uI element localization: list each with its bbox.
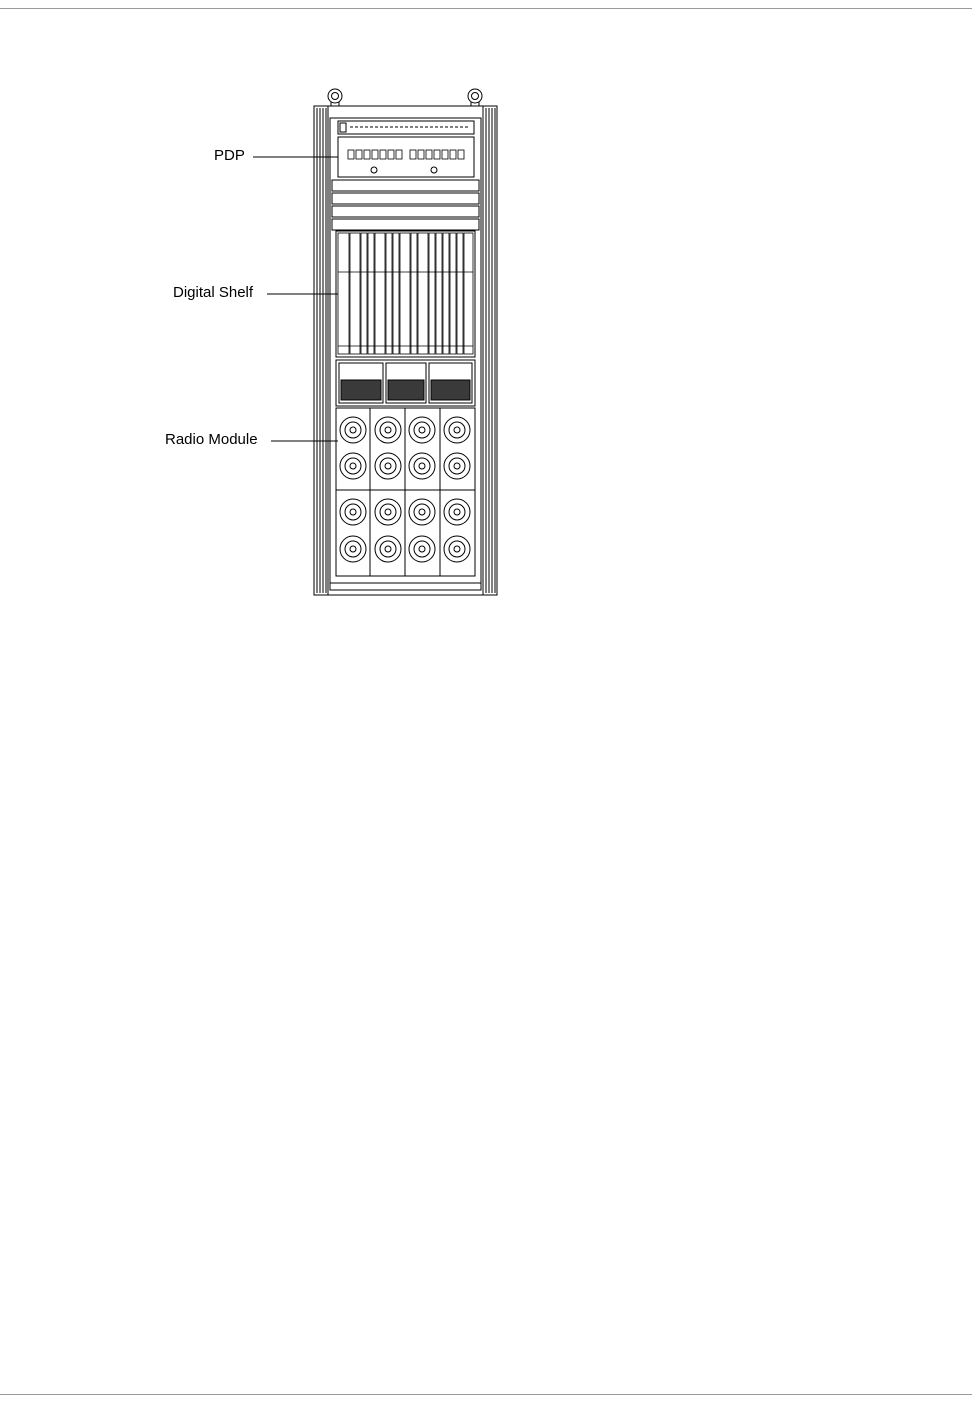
pdp-label: PDP [214,147,245,164]
lifting-eye-icon [468,89,482,106]
digital-shelf-label: Digital Shelf [173,284,254,301]
radio-module-label: Radio Module [165,431,258,448]
lifting-eye-icon [328,89,342,106]
